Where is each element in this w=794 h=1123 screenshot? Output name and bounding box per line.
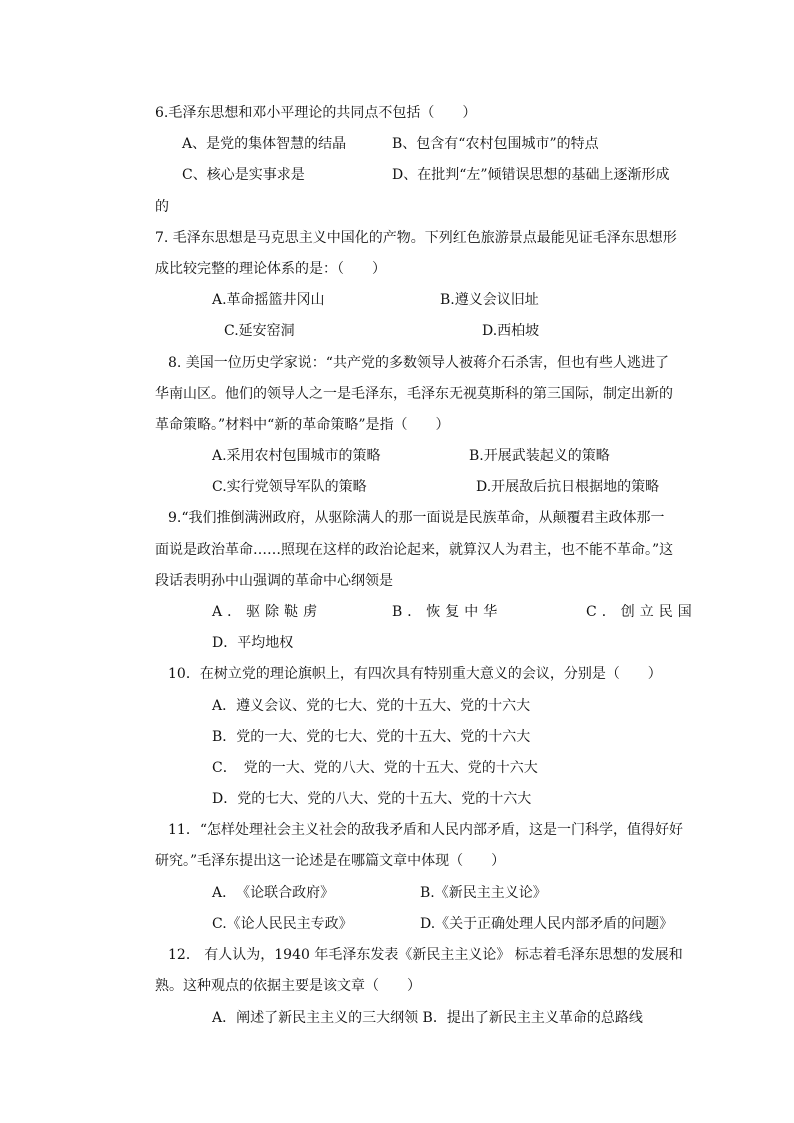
q10-stem: 10．在树立党的理论旗帜上，有四次具有特别重大意义的会议，分别是（ ） xyxy=(168,666,662,682)
q6-option-b: B、包含有“农村包围城市”的特点 xyxy=(392,136,599,152)
q11-stem-line1: 11．“怎样处理社会主义社会的敌我矛盾和人民内部矛盾，这是一门科学，值得好好 xyxy=(168,822,683,838)
q7-stem-line2: 成比较完整的理论体系的是：（ ） xyxy=(155,261,386,277)
q9-option-a: A．驱除鞑虏 xyxy=(212,604,323,620)
q12-stem-line2: 熟。这种观点的依据主要是该文章（ ） xyxy=(155,978,421,994)
q11-option-d: D.《关于正确处理人民内部矛盾的问题》 xyxy=(420,916,674,932)
q7-option-a: A.革命摇篮井冈山 xyxy=(212,292,325,308)
q12-stem-line1: 12． 有人认为，1940 年毛泽东发表《新民主主义论》 标志着毛泽东思想的发展和 xyxy=(168,947,683,963)
q9-option-c: C．创立民国 xyxy=(586,604,697,620)
q6-option-a: A、是党的集体智慧的结晶 xyxy=(182,136,347,152)
q7-option-d: D.西柏坡 xyxy=(482,323,540,339)
q7-option-b: B.遵义会议旧址 xyxy=(440,292,539,308)
q7-option-c: C.延安窑洞 xyxy=(224,323,295,339)
q8-stem-line3: 革命策略。”材料中“新的革命策略”是指（ ） xyxy=(155,417,450,433)
q9-stem-line1: 9.“我们推倒满洲政府，从驱除满人的那一面说是民族革命，从颠覆君主政体那一 xyxy=(168,510,665,526)
q11-option-b: B.《新民主主义论》 xyxy=(420,885,547,901)
q6-option-d-continuation: 的 xyxy=(155,199,169,215)
q6-stem: 6.毛泽东思想和邓小平理论的共同点不包括（ ） xyxy=(155,105,477,121)
q8-option-a: A.采用农村包围城市的策略 xyxy=(212,448,381,464)
q11-stem-line2: 研究。”毛泽东提出这一论述是在哪篇文章中体现（ ） xyxy=(155,853,506,869)
q8-stem-line2: 华南山区。他们的领导人之一是毛泽东，毛泽东无视莫斯科的第三国际，制定出新的 xyxy=(155,386,673,402)
q9-option-b: B．恢复中华 xyxy=(392,604,503,620)
q8-option-c: C.实行党领导军队的策略 xyxy=(212,479,367,495)
q6-option-d: D、在批判“左”倾错误思想的基础上逐渐形成 xyxy=(392,167,670,183)
q10-option-b: B．党的一大、党的七大、党的十五大、党的十六大 xyxy=(212,729,531,745)
q10-option-d: D．党的七大、党的八大、党的十五大、党的十六大 xyxy=(212,791,532,807)
q10-option-a: A．遵义会议、党的七大、党的十五大、党的十六大 xyxy=(212,698,531,714)
q8-option-b: B.开展武装起义的策略 xyxy=(469,448,610,464)
q9-option-d: D．平均地权 xyxy=(212,635,294,651)
q8-option-d: D.开展敌后抗日根据地的策略 xyxy=(476,479,660,495)
q11-option-c: C.《论人民民主专政》 xyxy=(212,916,353,932)
q8-stem-line1: 8. 美国一位历史学家说：“共产党的多数领导人被蒋介石杀害，但也有些人逃进了 xyxy=(168,355,669,371)
q12-options-a-b: A．阐述了新民主主义的三大纲领 B．提出了新民主主义革命的总路线 xyxy=(212,1010,643,1026)
q11-option-a: A． 《论联合政府》 xyxy=(212,885,335,901)
q9-stem-line2: 面说是政治革命……照现在这样的政治论起来，就算汉人为君主，也不能不革命。”这 xyxy=(155,542,674,558)
q6-option-c: C、核心是实事求是 xyxy=(182,167,305,183)
q10-option-c: C． 党的一大、党的八大、党的十五大、党的十六大 xyxy=(212,760,538,776)
q7-stem-line1: 7. 毛泽东思想是马克思主义中国化的产物。下列红色旅游景点最能见证毛泽东思想形 xyxy=(155,230,677,246)
q9-stem-line3: 段话表明孙中山强调的革命中心纲领是 xyxy=(155,573,393,589)
